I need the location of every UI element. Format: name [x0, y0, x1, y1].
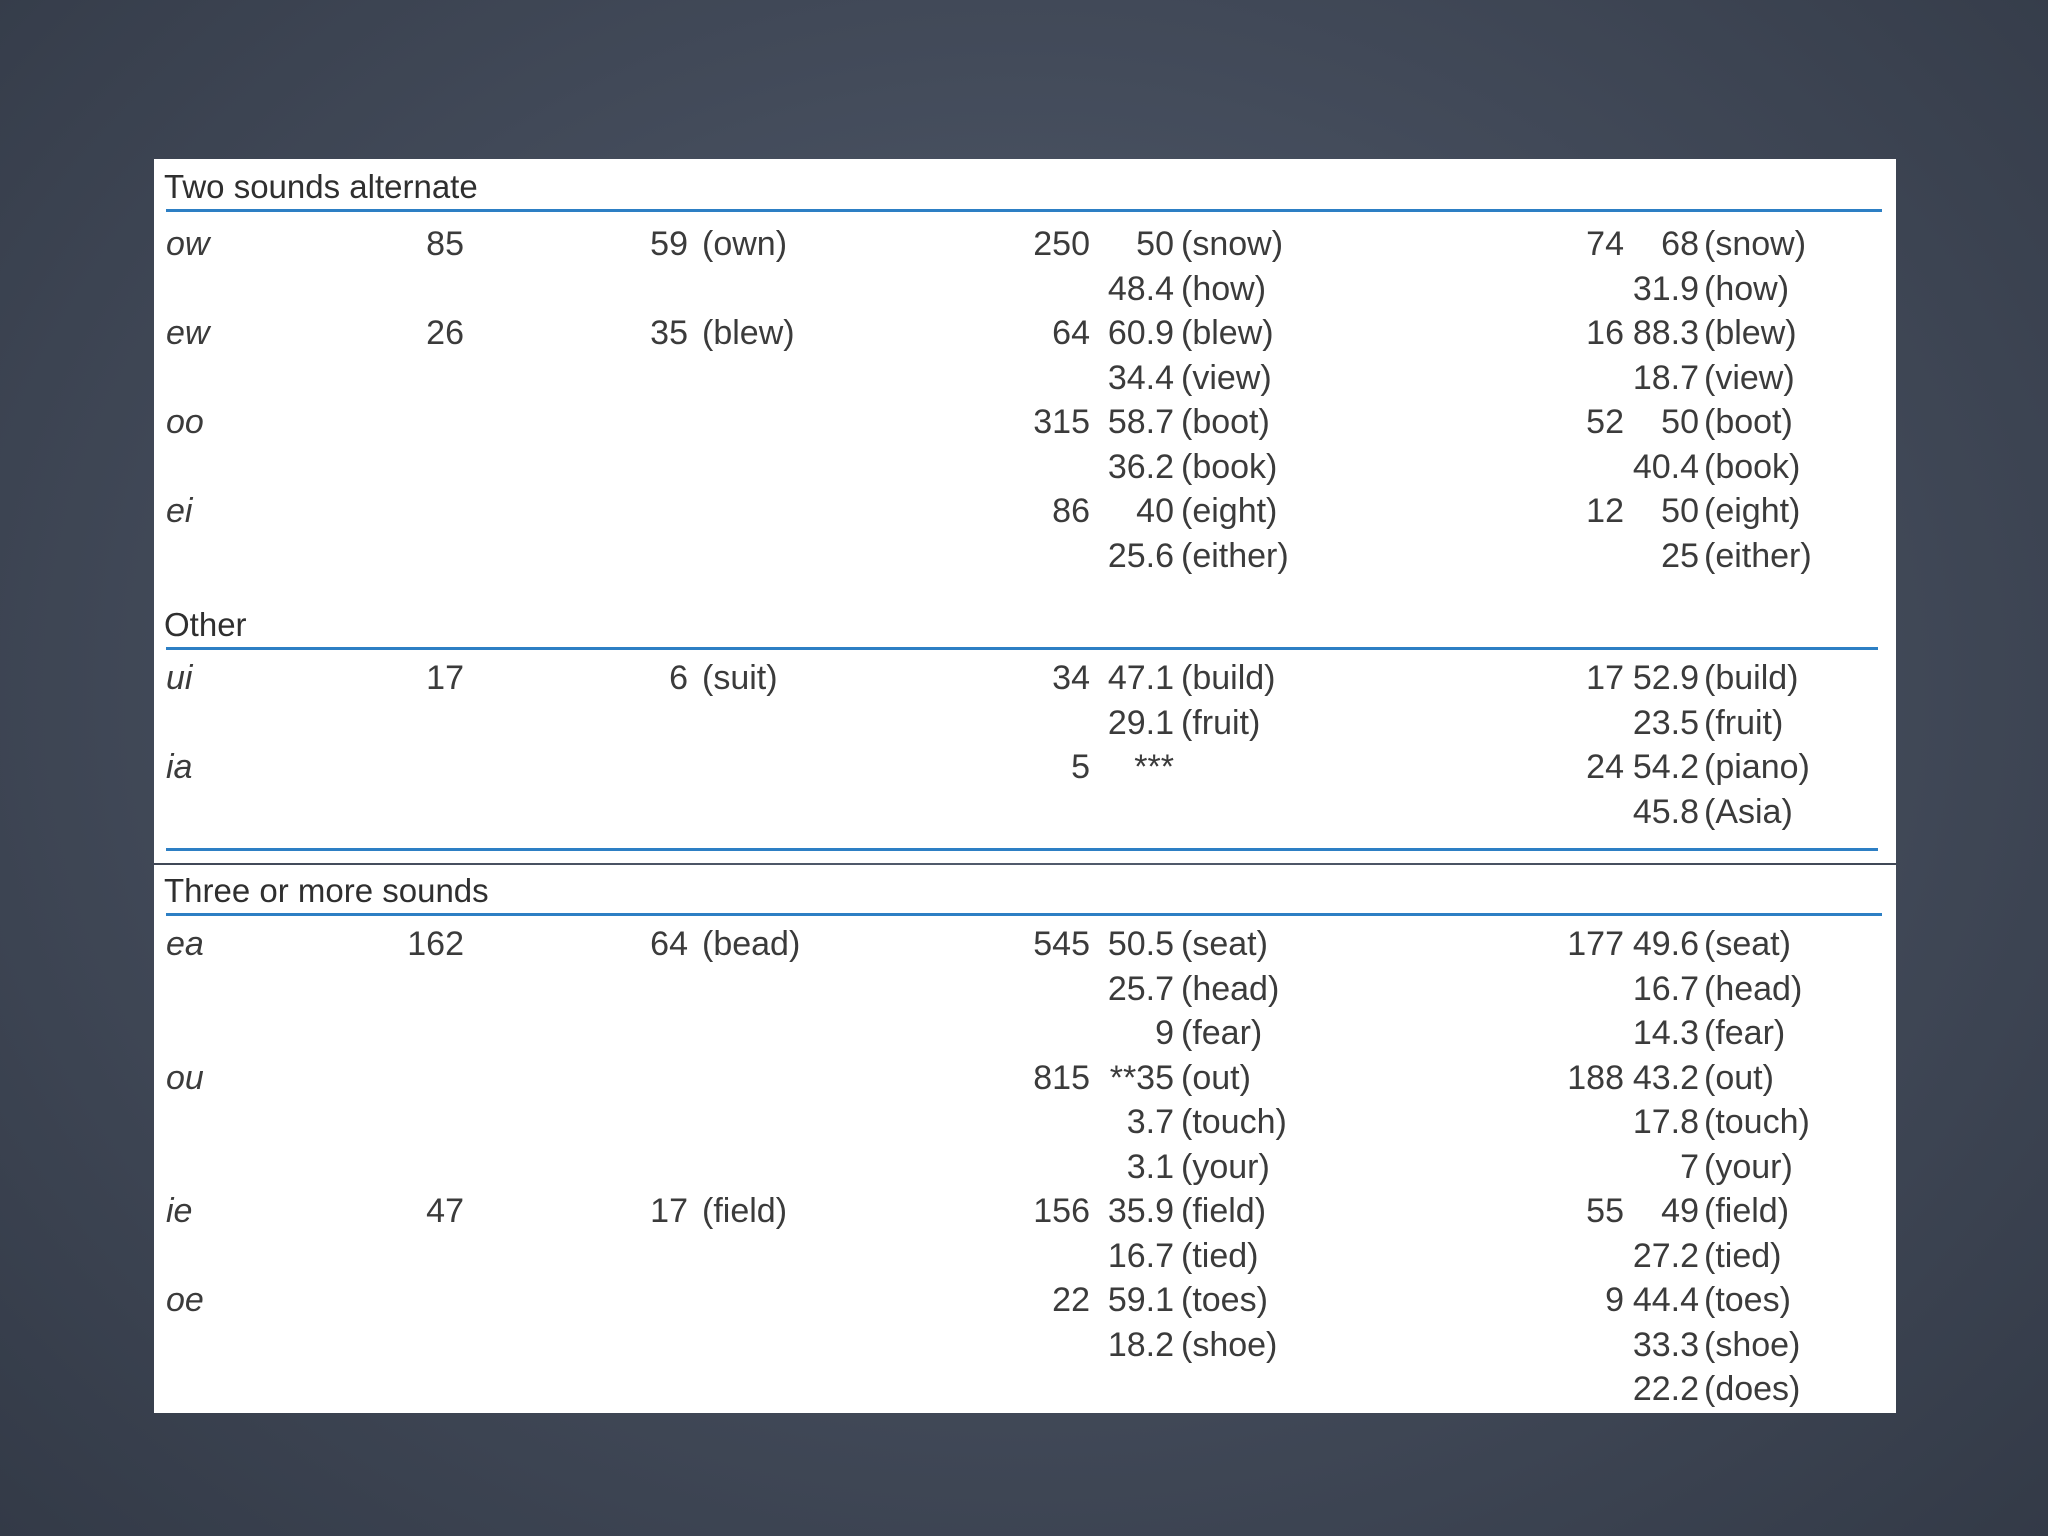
- cell-col1: [384, 1100, 464, 1145]
- cell-col2-word: [702, 1145, 902, 1190]
- cell-col4-word: (boot): [1181, 403, 1270, 441]
- row-label: oo: [166, 403, 204, 441]
- row-label: [166, 790, 286, 835]
- cell-col6-word: (view): [1704, 358, 1795, 397]
- cell-col6-word: (how): [1704, 269, 1790, 308]
- cell-col6-word: (build): [1704, 659, 1799, 697]
- cell-col2-word: [702, 356, 902, 401]
- cell-col3: 545: [1033, 925, 1090, 963]
- row-label: [166, 1367, 286, 1412]
- row-label: [166, 1323, 286, 1368]
- cell-col4-value: 18.2: [1107, 1325, 1174, 1364]
- cell-col4-value: 60.9: [1107, 314, 1174, 352]
- cell-col3: 315: [1033, 403, 1090, 441]
- cell-col6-word: (touch): [1704, 1103, 1810, 1141]
- row-label: [166, 445, 286, 490]
- table-row: [154, 267, 1896, 312]
- cell-col5: 9: [1605, 1281, 1624, 1319]
- cell-col2-word: [702, 967, 902, 1012]
- cell-col2-value: [628, 967, 688, 1012]
- cell-col1: [384, 1323, 464, 1368]
- cell-col4-value: 48.4: [1107, 269, 1174, 308]
- row-label: [166, 967, 286, 1012]
- cell-col2-value: [628, 534, 688, 579]
- row-label: ei: [166, 492, 193, 530]
- cell-col6-value: 31.9: [1632, 269, 1699, 308]
- cell-col3: 86: [1052, 492, 1090, 530]
- cell-col6-value: 68: [1661, 225, 1699, 263]
- cell-col4-word: (toes): [1181, 1281, 1268, 1319]
- row-label: ow: [166, 225, 210, 263]
- cell-col2-word: [702, 745, 902, 790]
- table-row: [154, 400, 1896, 445]
- table-row: [154, 222, 1896, 267]
- cell-col2-word: [702, 267, 902, 312]
- cell-col1: [384, 967, 464, 1012]
- cell-col4-value: 47.1: [1107, 659, 1174, 697]
- cell-col6-value: 88.3: [1632, 314, 1699, 352]
- cell-col1: [384, 356, 464, 401]
- cell-col5: 16: [1586, 314, 1624, 352]
- cell-col1: [384, 1145, 464, 1190]
- cell-col6-value: 14.3: [1632, 1014, 1699, 1052]
- cell-col2-word: (suit): [702, 659, 778, 697]
- cell-col2-word: [702, 1234, 902, 1279]
- cell-col6-value: 45.8: [1632, 792, 1699, 831]
- cell-col1: [384, 701, 464, 746]
- cell-col1: 26: [426, 314, 464, 352]
- cell-col4-word: (tied): [1181, 1236, 1259, 1275]
- cell-col1: [384, 1011, 464, 1056]
- row-label: [166, 356, 286, 401]
- section-rule: [166, 209, 1882, 212]
- cell-col6-value: 18.7: [1632, 358, 1699, 397]
- cell-col4-word: (out): [1181, 1058, 1251, 1097]
- cell-col1: 17: [426, 659, 464, 697]
- cell-col2-word: [702, 1056, 902, 1101]
- table-row: [154, 1323, 1896, 1368]
- cell-col6-value: 16.7: [1632, 969, 1699, 1008]
- cell-col4-word: (shoe): [1181, 1325, 1278, 1364]
- table-row: [154, 1011, 1896, 1056]
- cell-col1: [384, 790, 464, 835]
- table-row: [154, 489, 1896, 534]
- cell-col4-value: [1054, 1367, 1174, 1412]
- cell-col5: 188: [1567, 1058, 1624, 1097]
- cell-col6-value: 25: [1661, 536, 1699, 575]
- cell-col2-value: [628, 745, 688, 790]
- cell-col4-word: [1181, 790, 1381, 835]
- cell-col2-word: [702, 701, 902, 746]
- cell-col6-value: 44.4: [1632, 1281, 1699, 1319]
- cell-col2-word: [702, 400, 902, 445]
- cell-col3: 64: [1052, 314, 1090, 352]
- cell-col6-word: (snow): [1704, 225, 1807, 263]
- cell-col4-value: **35: [1109, 1058, 1174, 1097]
- cell-col2-value: [628, 489, 688, 534]
- cell-col6-value: 22.2: [1632, 1370, 1699, 1408]
- cell-col6-word: (either): [1704, 536, 1812, 575]
- cell-col2-word: [702, 1367, 902, 1412]
- cell-col6-value: 7: [1680, 1147, 1699, 1186]
- cell-col2-word: [702, 489, 902, 534]
- cell-col4-word: (book): [1181, 447, 1278, 486]
- section-rule: [166, 647, 1878, 650]
- cell-col2-value: [628, 1278, 688, 1323]
- cell-col2-word: (bead): [702, 925, 801, 963]
- table-row: [154, 1367, 1896, 1412]
- table-row: [154, 745, 1896, 790]
- cell-col4-word: (head): [1181, 969, 1280, 1008]
- table-row: [154, 1145, 1896, 1190]
- cell-col2-value: [628, 400, 688, 445]
- cell-col2-value: [628, 1323, 688, 1368]
- cell-col1: [384, 400, 464, 445]
- cell-col4-value: [1054, 790, 1174, 835]
- table-row: [154, 311, 1896, 356]
- cell-col4-word: (how): [1181, 269, 1267, 308]
- cell-col5: 17: [1586, 659, 1624, 697]
- cell-col2-value: [628, 356, 688, 401]
- section-rule: [166, 913, 1882, 916]
- cell-col2-word: [702, 790, 902, 835]
- table-row: [154, 1100, 1896, 1145]
- cell-col2-value: [628, 701, 688, 746]
- cell-col4-value: 3.7: [1126, 1103, 1174, 1141]
- cell-col6-word: (head): [1704, 969, 1803, 1008]
- cell-col1: [384, 489, 464, 534]
- cell-col2-value: 59: [650, 225, 688, 263]
- row-label: ou: [166, 1058, 204, 1097]
- cell-col4-value: 25.7: [1107, 969, 1174, 1008]
- cell-col6-word: (field): [1704, 1192, 1790, 1230]
- cell-col4-value: 3.1: [1126, 1147, 1174, 1186]
- cell-col4-word: (field): [1181, 1192, 1267, 1230]
- cell-col4-word: (view): [1181, 358, 1272, 397]
- cell-col3: 815: [1033, 1058, 1090, 1097]
- section-title: Other: [164, 606, 247, 643]
- table-row: [154, 967, 1896, 1012]
- cell-col2-value: [628, 790, 688, 835]
- table-row: [154, 790, 1896, 835]
- cell-col6-value: 40.4: [1632, 447, 1699, 486]
- cell-col4-value: 36.2: [1107, 447, 1174, 486]
- row-label: ea: [166, 925, 204, 963]
- cell-col2-word: [702, 1323, 902, 1368]
- cell-col4-word: (touch): [1181, 1103, 1287, 1141]
- cell-col6-word: (boot): [1704, 403, 1793, 441]
- cell-col2-value: [628, 445, 688, 490]
- cell-col6-value: 17.8: [1632, 1103, 1699, 1141]
- cell-col1: [384, 1234, 464, 1279]
- cell-col4-word: (snow): [1181, 225, 1284, 263]
- cell-col6-word: (fruit): [1704, 703, 1784, 742]
- cell-col4-word: (your): [1181, 1147, 1270, 1186]
- cell-col6-value: 49: [1661, 1192, 1699, 1230]
- cell-col3: 156: [1033, 1192, 1090, 1230]
- cell-col2-value: 6: [669, 659, 688, 697]
- cell-col4-value: 25.6: [1107, 536, 1174, 575]
- cell-col4-word: (eight): [1181, 492, 1278, 530]
- cell-col1: 47: [426, 1192, 464, 1230]
- row-label: [166, 534, 286, 579]
- table-panel-lower: [154, 865, 1896, 1413]
- cell-col4-value: 40: [1136, 492, 1174, 530]
- row-label: [166, 1100, 286, 1145]
- section-title: Two sounds alternate: [164, 168, 478, 205]
- row-label: [166, 701, 286, 746]
- table-row: [154, 656, 1896, 701]
- cell-col4-word: [1181, 745, 1381, 790]
- cell-col4-word: (fruit): [1181, 703, 1261, 742]
- cell-col5: 12: [1586, 492, 1624, 530]
- cell-col3: 5: [1071, 748, 1090, 786]
- cell-col2-value: [628, 1367, 688, 1412]
- cell-col6-value: 33.3: [1632, 1325, 1699, 1364]
- row-label: [166, 1145, 286, 1190]
- cell-col6-value: 52.9: [1632, 659, 1699, 697]
- cell-col6-word: (blew): [1704, 314, 1797, 352]
- cell-col4-value: 58.7: [1107, 403, 1174, 441]
- cell-col2-word: (field): [702, 1192, 788, 1230]
- cell-col6-value: 27.2: [1632, 1236, 1699, 1275]
- row-label: [166, 267, 286, 312]
- cell-col2-value: [628, 267, 688, 312]
- cell-col4-value: 35.9: [1107, 1192, 1174, 1230]
- table-row: [154, 1234, 1896, 1279]
- cell-col6-value: 50: [1661, 403, 1699, 441]
- cell-col2-value: 17: [650, 1192, 688, 1230]
- cell-col1: 85: [426, 225, 464, 263]
- cell-col4-value: 29.1: [1107, 703, 1174, 742]
- table-row: [154, 1189, 1896, 1234]
- cell-col6-word: (out): [1704, 1058, 1774, 1097]
- table-panel-upper: [154, 159, 1896, 863]
- cell-col2-value: [628, 1234, 688, 1279]
- table-row: [154, 534, 1896, 579]
- table-row: [154, 445, 1896, 490]
- row-label: ew: [166, 314, 210, 352]
- section-title: Three or more sounds: [164, 872, 489, 909]
- cell-col5: 24: [1586, 748, 1624, 786]
- cell-col2-word: [702, 1100, 902, 1145]
- row-label: oe: [166, 1281, 204, 1319]
- cell-col6-word: (book): [1704, 447, 1801, 486]
- table-row: [154, 356, 1896, 401]
- cell-col6-word: (does): [1704, 1370, 1801, 1408]
- row-label: [166, 1011, 286, 1056]
- cell-col2-value: [628, 1100, 688, 1145]
- cell-col2-word: [702, 1011, 902, 1056]
- cell-col2-word: [702, 534, 902, 579]
- cell-col6-word: (seat): [1704, 925, 1791, 963]
- cell-col4-word: (blew): [1181, 314, 1274, 352]
- cell-col5: 74: [1586, 225, 1624, 263]
- cell-col4-value: 50: [1136, 225, 1174, 263]
- cell-col1: [384, 267, 464, 312]
- vowel-frequency-table: [154, 159, 1896, 1413]
- cell-col4-value: 34.4: [1107, 358, 1174, 397]
- cell-col4-word: (either): [1181, 536, 1289, 575]
- cell-col3: 22: [1052, 1281, 1090, 1319]
- cell-col6-value: 43.2: [1632, 1058, 1699, 1097]
- cell-col6-word: (tied): [1704, 1236, 1782, 1275]
- cell-col5: 177: [1567, 925, 1624, 963]
- cell-col4-word: (fear): [1181, 1014, 1263, 1052]
- cell-col3: 34: [1052, 659, 1090, 697]
- cell-col1: [384, 1367, 464, 1412]
- cell-col4-word: (seat): [1181, 925, 1268, 963]
- cell-col4-value: 16.7: [1107, 1236, 1174, 1275]
- cell-col3: 250: [1033, 225, 1090, 263]
- cell-col2-word: (own): [702, 225, 788, 263]
- cell-col2-word: [702, 1278, 902, 1323]
- row-label: ia: [166, 748, 193, 786]
- cell-col4-word: (build): [1181, 659, 1276, 697]
- cell-col5: 55: [1586, 1192, 1624, 1230]
- cell-col2-value: 35: [650, 314, 688, 352]
- cell-col6-word: (Asia): [1704, 792, 1793, 831]
- cell-col5: 52: [1586, 403, 1624, 441]
- cell-col6-word: (eight): [1704, 492, 1801, 530]
- cell-col2-value: [628, 1056, 688, 1101]
- cell-col2-value: [628, 1011, 688, 1056]
- table-row: [154, 922, 1896, 967]
- cell-col6-value: 54.2: [1632, 748, 1699, 786]
- cell-col2-value: 64: [650, 925, 688, 963]
- cell-col6-word: (shoe): [1704, 1325, 1801, 1364]
- cell-col1: [384, 445, 464, 490]
- cell-col2-word: (blew): [702, 314, 795, 352]
- cell-col6-value: 49.6: [1632, 925, 1699, 963]
- cell-col2-word: [702, 445, 902, 490]
- row-label: ie: [166, 1192, 193, 1230]
- table-row: [154, 1278, 1896, 1323]
- cell-col1: [384, 745, 464, 790]
- row-label: [166, 1234, 286, 1279]
- table-row: [154, 1056, 1896, 1101]
- cell-col6-word: (your): [1704, 1147, 1793, 1186]
- cell-col1: [384, 1056, 464, 1101]
- cell-col4-value: 59.1: [1107, 1281, 1174, 1319]
- cell-col6-value: 50: [1661, 492, 1699, 530]
- cell-col4-value: 9: [1155, 1014, 1174, 1052]
- cell-col4-value: ***: [1134, 748, 1174, 786]
- section-bottom-rule: [166, 848, 1878, 851]
- cell-col6-word: (toes): [1704, 1281, 1791, 1319]
- cell-col1: 162: [407, 925, 464, 963]
- cell-col6-value: 23.5: [1632, 703, 1699, 742]
- table-row: [154, 701, 1896, 746]
- cell-col4-word: [1181, 1367, 1381, 1412]
- cell-col6-word: (fear): [1704, 1014, 1786, 1052]
- cell-col4-value: 50.5: [1107, 925, 1174, 963]
- cell-col1: [384, 534, 464, 579]
- cell-col2-value: [628, 1145, 688, 1190]
- row-label: ui: [166, 659, 193, 697]
- cell-col6-word: (piano): [1704, 748, 1810, 786]
- cell-col1: [384, 1278, 464, 1323]
